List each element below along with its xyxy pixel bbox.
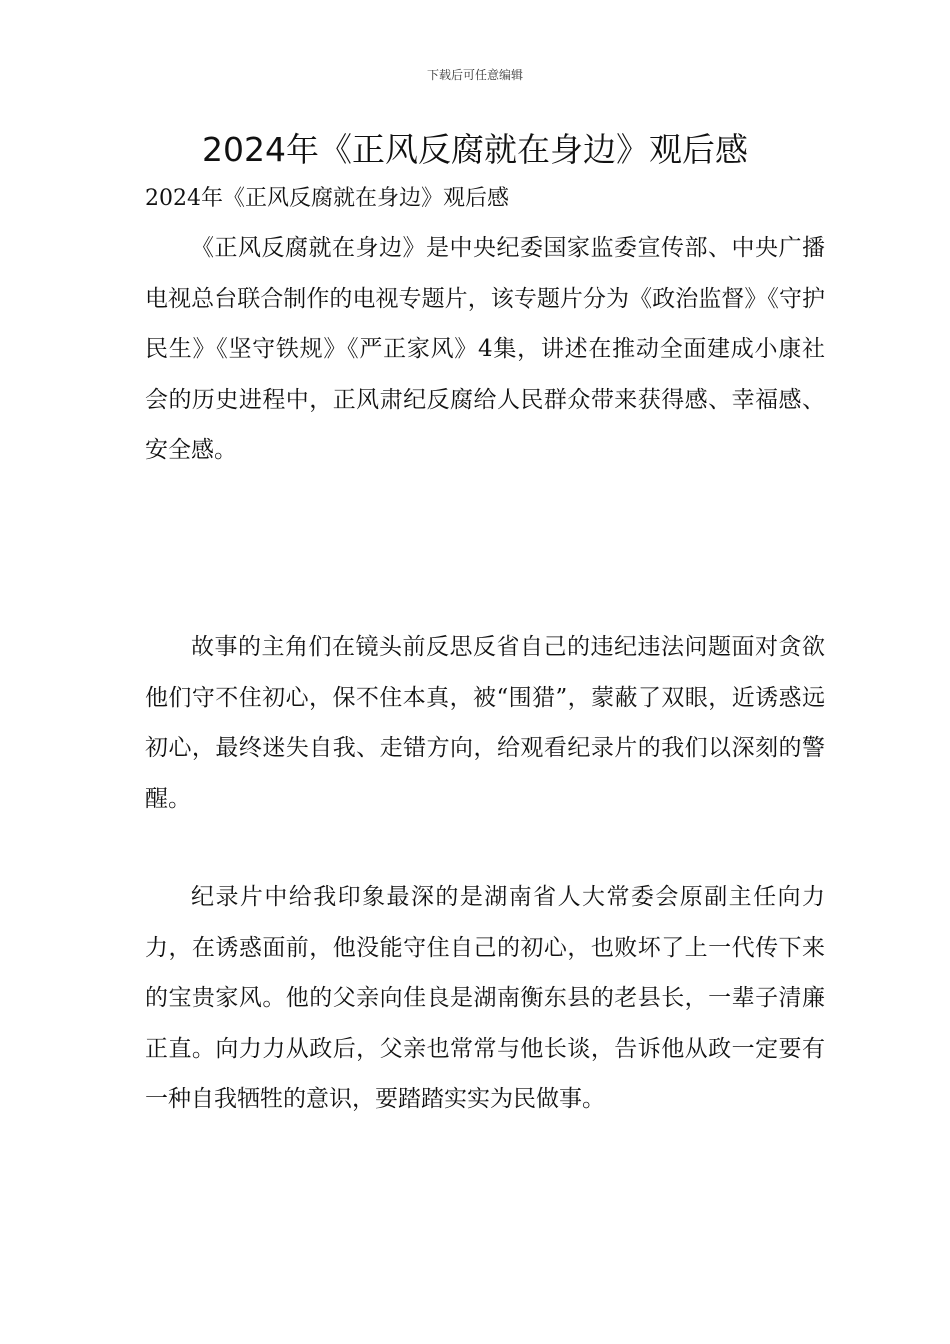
body-paragraph-1: 《正风反腐就在身边》是中央纪委国家监委宣传部、中央广播电视总台联合制作的电视专题片，该专题片分为《政治监督》《守护民生》《坚守铁规》《严正家风》4集，讲述在推动全面建成小康社会的历史进程中，正风肃纪反腐给人民群众带来获得感、幸福感、安全感。 [145,235,825,463]
document-title: 2024年《正风反腐就在身边》观后感 [202,130,748,169]
body-paragraph-2: 故事的主角们在镜头前反思反省自己的违纪违法问题面对贪欲他们守不住初心，保不住本真，被“围猎”，蒙蔽了双眼，近诱惑远初心，最终迷失自我、走错方向，给观看纪录片的我们以深刻的警醒。 [145,634,825,812]
document-subtitle: 2024年《正风反腐就在身边》观后感 [145,186,509,211]
body-paragraph-3: 纪录片中给我印象最深的是湖南省人大常委会原副主任向力力，在诱惑面前，他没能守住自己的初心，也败坏了上一代传下来的宝贵家风。他的父亲向佳良是湖南衡东县的老县长，一辈子清廉正直。向力力从政后，父亲也常常与他长谈，告诉他从政一定要有一种自我牺牲的意识，要踏踏实实为民做事。 [145,884,825,1112]
header-note: 下载后可任意编辑 [426,68,523,82]
